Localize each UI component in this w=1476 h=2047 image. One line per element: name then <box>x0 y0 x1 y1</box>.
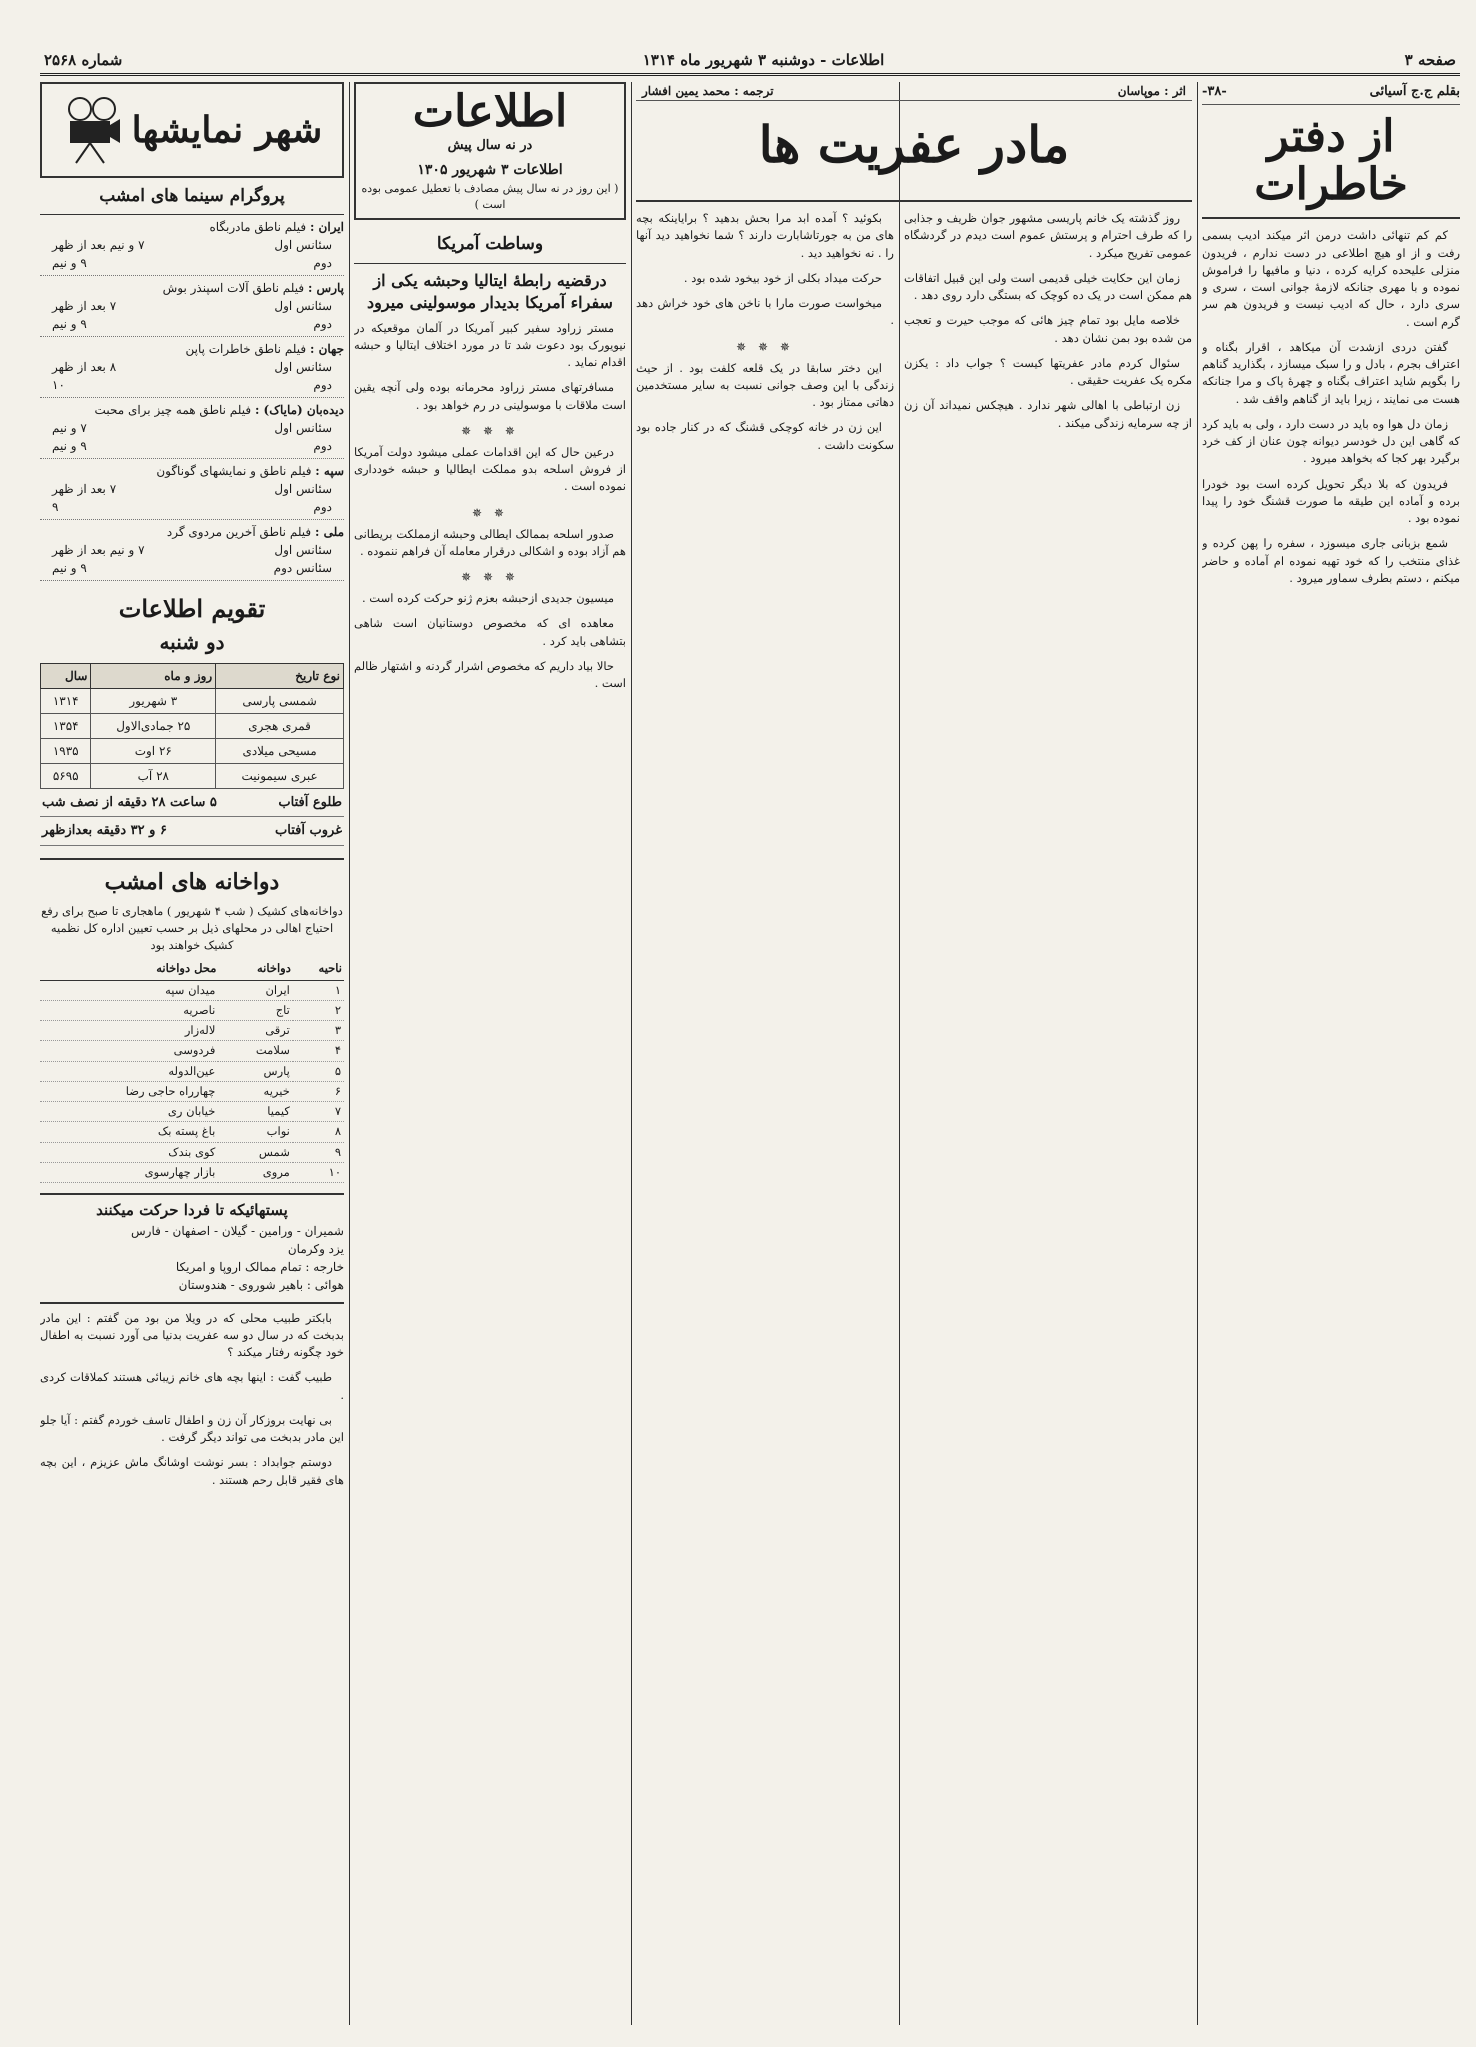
memoirs-number: -۳۸- <box>1202 84 1227 99</box>
sunrise-label: طلوع آفتاب <box>278 794 342 810</box>
article-paragraph: بابکتر طبیب محلی که در ویلا من بود من گفتم : این مادر بدبخت که در سال دو سه عفریت بدنیا می آورد نسبت به اطفال خود چگونه رفتار میکند ؟ <box>40 1302 344 1362</box>
article-paragraph: صدور اسلحه بممالک ایطالی وحبشه ازمملکت بریطانی هم آزاد بوده و اشکالی درقرار معامله آن فراهم ننموده . <box>354 526 626 558</box>
pharmacy-cell: ۱ <box>293 980 344 1000</box>
pharmacy-cell: ناصریه <box>40 1000 218 1020</box>
pharmacy-cell: ۴ <box>293 1041 344 1061</box>
calendar-row <box>41 738 344 763</box>
story-column-right <box>904 210 1192 2025</box>
separator-stars: ✵ ✵ ✵ <box>461 570 519 585</box>
article-paragraph: درعین حال که این اقدامات عملی میشود دولت آمریکا از فروش اسلحه بدو مملکت ایطالیا و حبشه خودداری نموده است . <box>354 444 626 494</box>
story-paragraph: میخواست صورت مارا با ناخن های خود خراش دهد . <box>636 296 894 328</box>
article-paragraph: دوستم جوابداد : بسر نوشت اوشانگ ماش عزیزم ، این بچه های فقیر قابل رحم هستند . <box>40 1455 344 1487</box>
memoirs-author: بقلم ج.ج آسیائی <box>1369 84 1460 99</box>
session-label: سئانس اول <box>274 237 332 252</box>
session-label: سئانس اول <box>274 359 332 374</box>
masthead <box>40 50 1460 76</box>
ettelaat-note: ( این روز در نه سال پیش مصادف با تعطیل عمومی بوده است ) <box>361 181 619 212</box>
cinema-film: فیلم ناطق آلات اسپنذر بوش <box>162 280 305 295</box>
session-time: ۹ <box>52 499 59 514</box>
pharmacy-cell: نواب <box>218 1122 292 1142</box>
session-label: سئانس اول <box>274 542 332 557</box>
calendar-cell: ۱۳۵۴ <box>41 713 91 738</box>
session-label: دوم <box>313 316 332 331</box>
pharmacy-cell: فردوسی <box>40 1041 218 1061</box>
pharmacy-row <box>40 1142 344 1162</box>
session-time: ۷ و نیم <box>52 420 87 435</box>
cinema-name: ملی : <box>314 524 344 539</box>
ettelaat-box <box>354 82 626 220</box>
cinema-entry <box>40 215 344 276</box>
memoirs-paragraph: کم کم تنهائی داشت درمن اثر میکند ادیب بسمی رفت و از او هیچ اطلاعی در دست ندارم ، فریدون منزلی علیحده کرایه کرده ، دنیا و مافیها را فراموش نموده و با مهری جنانکه لازمهٔ جوانی است ، سری و سری دارد ، حال که ادیب نیست و فریدون هم سر گرم است . <box>1202 228 1460 329</box>
pharmacy-cell: پارس <box>218 1061 292 1081</box>
calendar-cell: ۳ شهریور <box>91 688 216 713</box>
story-paragraph: زن ارتباطی با اهالی شهر ندارد . هیچکس نمیداند آن زن از چه سرمایه زندگی میکند . <box>904 398 1192 430</box>
pharmacy-cell: ۳ <box>293 1021 344 1041</box>
article-paragraph: مسافرتهای مستر زراود محرمانه بوده ولی آنچه یقین است ملاقات با موسولینی در رم خواهد بود . <box>354 380 626 412</box>
pharmacy-header: محل دواخانه <box>40 958 218 980</box>
cinema-film: فیلم ناطق مادربگاه <box>209 219 307 234</box>
session-time: ۷ بعد از ظهر <box>52 298 117 313</box>
session-time: ۷ بعد از ظهر <box>52 481 117 496</box>
cinema-name: ایران : <box>309 219 344 234</box>
sunset-time: ۶ و ۳۲ دقیقه بعدازظهر <box>42 823 167 838</box>
column-rule <box>899 82 900 2025</box>
pharmacy-cell: ۲ <box>293 1000 344 1020</box>
pharmacy-cell: تاج <box>218 1000 292 1020</box>
story-paragraph: روز گذشته یک خانم پاریسی مشهور جوان ظریف و جذابی را که طرف احترام و پرستش عموم است دیدم در گردشگاه عمومی تفریح میکرد . <box>904 211 1192 260</box>
story-header <box>636 82 1192 202</box>
pharmacy-cell: ایران <box>218 980 292 1000</box>
separator-stars: ✵ ✵ ✵ <box>736 339 794 354</box>
sunset-label: غروب آفتاب <box>275 823 342 838</box>
cinema-entry <box>40 398 344 459</box>
pharmacy-cell: ۷ <box>293 1102 344 1122</box>
session-label: دوم <box>313 499 332 514</box>
ettelaat-subtitle: در نه سال پیش <box>447 138 533 154</box>
session-label: دوم <box>313 438 332 453</box>
pharmacy-cell: عین‌الدوله <box>40 1061 218 1081</box>
post-heading: پستهائیکه تا فردا حرکت میکنند <box>40 1193 344 1222</box>
pharmacy-row <box>40 1162 344 1182</box>
post-line: هوائی : باهیر شوروی - هندوستان <box>178 1277 344 1292</box>
newspaper-page <box>40 50 1460 2025</box>
cinema-entry <box>40 276 344 337</box>
calendar-row <box>41 688 344 713</box>
calendar-title: تقویم اطلاعات <box>118 593 266 623</box>
cinema-entry <box>40 337 344 398</box>
article-subheading: درقضیه رابطهٔ ایتالیا وحبشه یکی از سفراء آمریکا بدیدار موسولینی میرود <box>367 271 613 312</box>
pharmacy-header: ناحیه <box>293 958 344 980</box>
pharmacy-cell: میدان سپه <box>40 980 218 1000</box>
calendar-header: نوع تاریخ <box>216 663 344 688</box>
story-paragraph: این دختر سابقا در یک قلعه کلفت بود . از حیث زندگی با این وصف جوانی نسبت به سایر مستخدمین دهاتی ممتاز بود . <box>636 360 894 409</box>
article-paragraph: میسیون جدیدی ازحبشه بعزم ژنو حرکت کرده است . <box>361 591 614 606</box>
column-rule <box>1197 82 1198 2025</box>
cinema-program-title: پروگرام سینما های امشب <box>40 184 344 215</box>
memoirs-title: از دفتر خاطرات <box>1202 109 1460 220</box>
pharmacy-cell: سلامت <box>218 1041 292 1061</box>
session-time: ۹ و نیم <box>52 255 87 270</box>
pharmacy-row <box>40 1102 344 1122</box>
pharmacy-cell: چهارراه حاجی رضا <box>40 1081 218 1101</box>
story-paragraph: سئوال کردم مادر عفریتها کیست ؟ جواب داد : یکزن مکره یک عفریت حقیقی . <box>904 355 1192 387</box>
story-title: مادر عفریت ها <box>758 115 1070 174</box>
calendar-cell: مسیحی میلادی <box>216 738 344 763</box>
pharmacy-row <box>40 1081 344 1101</box>
article-paragraph: معاهده ای که مخصوص دوستانیان است شاهی بتشاهی باید کرد . <box>354 616 626 648</box>
page-number: صفحه ۳ <box>1404 50 1456 69</box>
pharmacy-note: دواخانه‌های کشیک ( شب ۴ شهریور ) ماهجاری تا صبح برای رفع احتیاج اهالی در محلهای ذیل بر حسب تعیین اداره کل نظمیه کشیک خواهند بود <box>41 903 343 952</box>
ettelaat-column <box>354 82 626 2025</box>
post-line: شمیران - ورامین - گیلان - اصفهان - فارس <box>131 1223 344 1238</box>
sunrise-time: ۵ ساعت ۲۸ دقیقه از نصف شب <box>42 794 217 810</box>
cinema-name: جهان : <box>309 341 344 356</box>
story-paragraph: بکوئید ؟ آمده ابد مرا بحش بدهید ؟ برایاینکه بچه های من به جورتاشابارت دارند ؟ شما نخواهید دید آنها را . نه نخواهید دید . <box>636 211 894 260</box>
pharmacy-cell: بازار چهارسوی <box>40 1162 218 1182</box>
story-paragraph: خلاصه مایل بود تمام چیز هائی که موجب حیرت و تعجب من شده بود بمن نشان دهد . <box>904 313 1192 345</box>
column-rule <box>349 82 350 2025</box>
pharmacy-table <box>40 958 344 1183</box>
ettelaat-title: اطلاعات <box>412 86 568 137</box>
session-label: سئانس اول <box>274 481 332 496</box>
calendar-header: سال <box>41 663 91 688</box>
post-line: خارجه : تمام ممالک اروپا و امریکا <box>175 1259 344 1274</box>
cinema-film: فیلم ناطق خاطرات پاپن <box>185 341 307 356</box>
cinema-name: دیده‌بان (مایاک) : <box>254 402 344 417</box>
pharmacy-row <box>40 980 344 1000</box>
film-camera-icon <box>62 95 122 165</box>
cinema-name: پارس : <box>307 280 344 295</box>
calendar-cell: ۱۳۱۴ <box>41 688 91 713</box>
calendar-row <box>41 763 344 788</box>
pharmacy-cell: ۱۰ <box>293 1162 344 1182</box>
calendar-table <box>40 663 344 789</box>
calendar-cell: ۲۶ اوت <box>91 738 216 763</box>
cinema-logo <box>40 82 344 178</box>
memoirs-paragraph: شمع بزبانی جاری میسوزد ، سفره را پهن کرده و غذای منتخب را که خود تهیه نموده ام آماده و حاضر میکنم ، دستم بطرف سماور میرود . <box>1202 536 1460 585</box>
article-paragraph: حالا بیاد داریم که مخصوص اشرار گردنه و اشتهار ظالم است . <box>354 658 626 691</box>
session-time: ۹ و نیم <box>52 438 87 453</box>
session-label: دوم <box>313 377 332 392</box>
pharmacy-cell: مروی <box>218 1162 292 1182</box>
section-heading: وساطت آمریکا <box>354 226 626 265</box>
cinema-film: فیلم ناطق و نمایشهای گوناگون <box>156 463 312 478</box>
listings-column <box>40 82 344 2025</box>
pharmacy-cell: خیریه <box>218 1081 292 1101</box>
cinema-name: سپه : <box>315 463 344 478</box>
memoirs-column <box>1202 82 1460 2025</box>
masthead-date: اطلاعات - دوشنبه ۳ شهریور ماه ۱۳۱۴ <box>642 50 885 69</box>
story-paragraph: زمان این حکایت خیلی قدیمی است ولی این قبیل اتفاقات هم ممکن است در یک ده کوچک که بستگی دارد روی دهد . <box>904 270 1192 302</box>
story-paragraph: حرکت میداد بکلی از خود بیخود شده بود . <box>683 270 882 285</box>
pharmacy-row <box>40 1041 344 1061</box>
session-label: دوم <box>313 255 332 270</box>
cinema-film: فیلم ناطق آخرین مردوی گرد <box>166 524 312 539</box>
cinema-entry <box>40 459 344 520</box>
separator-stars: ✵ ✵ ✵ <box>461 423 519 438</box>
session-label: سئانس دوم <box>273 560 332 575</box>
pharmacy-cell: کیمیا <box>218 1102 292 1122</box>
separator-stars: ✵ ✵ <box>472 505 508 520</box>
story-column-left <box>636 210 894 2025</box>
cinema-entry <box>40 520 344 581</box>
calendar-day: دو شنبه <box>159 629 225 654</box>
pharmacy-cell: لاله‌زار <box>40 1021 218 1041</box>
sunset-row <box>40 817 344 846</box>
calendar-cell: ۲۵ جمادی‌الاول <box>91 713 216 738</box>
memoirs-paragraph: گفتن دردی ازشدت آن میکاهد ، اقرار بگناه و اعتراف بجرم ، بادل و را سبک میسازد ، بگذارید گناهم را بگویم شاید اعتراف بگناه و چهرهٔ پاک و مرا جنانکه هست می نمایند ، زیرا باید از گناهم واقف شد . <box>1202 339 1460 406</box>
pharmacy-title: دواخانه های امشب <box>40 858 344 899</box>
article-paragraph: طبیب گفت : اینها بچه های خانم زیبائی هستند کملاقات کردی . <box>40 1370 344 1402</box>
issue-number: شماره ۲۵۶۸ <box>44 50 123 69</box>
story-author: اثر : موپاسان <box>1117 84 1186 98</box>
post-line: یزد وکرمان <box>287 1241 344 1256</box>
pharmacy-cell: ۹ <box>293 1142 344 1162</box>
memoirs-paragraph: فریدون که بلا دیگر تحویل کرده است بود خودرا برده و آماده این طیقه ما صورت قشنگ خود را پیدا نموده بود . <box>1202 476 1460 526</box>
pharmacy-cell: ۶ <box>293 1081 344 1101</box>
calendar-cell: ۵۶۹۵ <box>41 763 91 788</box>
ettelaat-date: اطلاعات ۳ شهریور ۱۳۰۵ <box>417 161 563 178</box>
pharmacy-row <box>40 1061 344 1081</box>
calendar-cell: شمسی پارسی <box>216 688 344 713</box>
session-label: سئانس اول <box>274 298 332 313</box>
calendar-cell: ۲۸ آب <box>91 763 216 788</box>
pharmacy-cell: خیابان ری <box>40 1102 218 1122</box>
pharmacy-cell: ترقی <box>218 1021 292 1041</box>
session-label: سئانس اول <box>274 420 332 435</box>
session-time: ۸ بعد از ظهر <box>52 359 117 374</box>
pharmacy-header: دواخانه <box>218 958 292 980</box>
cinema-logo-text: شهر نمایشها <box>131 109 323 151</box>
memoirs-paragraph: زمان دل هوا وه باید در دست دارد ، ولی به باید کرد که گاهی این دل خودسر دیوانه چون عنان از کف خرد برگیرد بهر کجا که بخواهد میرود . <box>1202 416 1460 466</box>
calendar-row <box>41 713 344 738</box>
story-translator: ترجمه : محمد یمین افشار <box>642 84 774 98</box>
session-time: ۷ و نیم بعد از ظهر <box>52 237 145 252</box>
column-rule <box>631 82 632 2025</box>
pharmacy-cell: ۵ <box>293 1061 344 1081</box>
cinema-film: فیلم ناطق همه چیز برای محبت <box>94 402 252 417</box>
pharmacy-row <box>40 1122 344 1142</box>
pharmacy-cell: باغ پسته بک <box>40 1122 218 1142</box>
session-time: ۹ و نیم <box>52 316 87 331</box>
calendar-cell: عبری سیمونیت <box>216 763 344 788</box>
article-paragraph: مستر زراود سفیر کبیر آمریکا در آلمان موقعیکه در نیویورک بود دعوت شد تا در مورد اختلاف ایتالیا و حبشه اقدام نماید . <box>354 320 626 370</box>
pharmacy-cell: ۸ <box>293 1122 344 1142</box>
calendar-header: روز و ماه <box>91 663 216 688</box>
calendar-cell: ۱۹۳۵ <box>41 738 91 763</box>
pharmacy-row <box>40 1000 344 1020</box>
article-paragraph: بی نهایت بروزکار آن زن و اطفال تاسف خوردم گفتم : آیا جلو این مادر بدبخت می تواند دیگر گرفت . <box>40 1412 344 1444</box>
session-time: ۱۰ <box>52 377 65 392</box>
session-time: ۹ و نیم <box>52 560 87 575</box>
pharmacy-row <box>40 1021 344 1041</box>
pharmacy-cell: کوی بندک <box>40 1142 218 1162</box>
story-paragraph: این زن در خانه کوچکی قشنگ که در کنار جاده بود سکونت داشت . <box>636 420 894 452</box>
pharmacy-cell: شمس <box>218 1142 292 1162</box>
session-time: ۷ و نیم بعد از ظهر <box>52 542 145 557</box>
calendar-cell: قمری هجری <box>216 713 344 738</box>
sunrise-row <box>40 789 344 818</box>
